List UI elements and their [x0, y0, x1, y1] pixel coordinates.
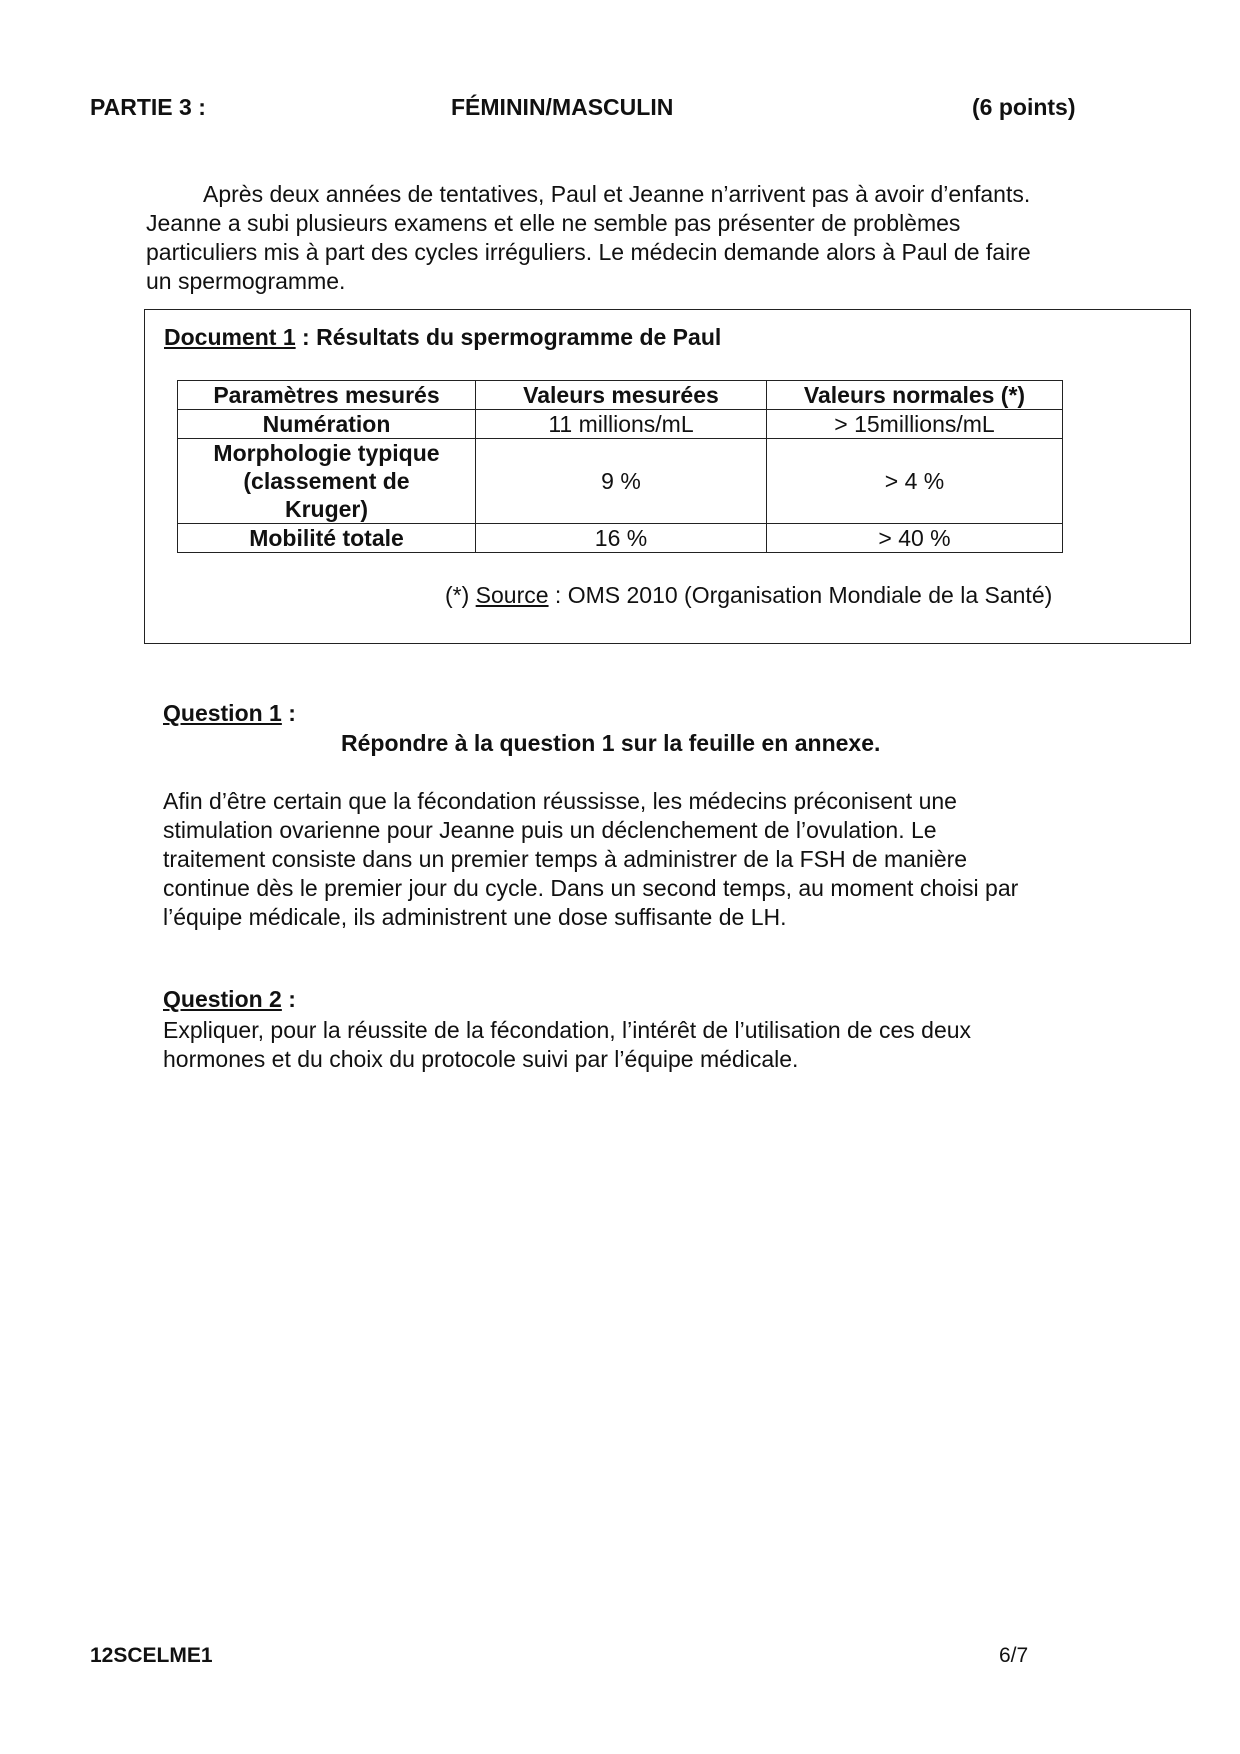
source-text: : OMS 2010 (Organisation Mondiale de la Santé) [548, 582, 1053, 608]
section-theme: FÉMININ/MASCULIN [451, 94, 674, 120]
normal-cell: > 15millions/mL [767, 410, 1063, 439]
param-line: Morphologie typique [213, 440, 440, 466]
intro-paragraph [146, 180, 1096, 296]
treatment-line: Afin d’être certain que la fécondation réussisse, les médecins préconisent une [163, 788, 957, 814]
param-line: Kruger) [284, 496, 369, 522]
question-2-line: hormones et du choix du protocole suivi par l’équipe médicale. [163, 1046, 799, 1072]
question-1-title [163, 700, 296, 727]
intro-line: Après deux années de tentatives, Paul et Jeanne n’arrivent pas à avoir d’enfants. [203, 181, 1031, 207]
measured-cell: 16 % [476, 524, 767, 553]
param-line: (classement de [243, 468, 410, 494]
table-row [178, 439, 1063, 524]
part-label: PARTIE 3 : [90, 94, 206, 120]
intro-line: Jeanne a subi plusieurs examens et elle ne semble pas présenter de problèmes [146, 210, 961, 236]
source-note [445, 582, 1052, 609]
points-label: (6 points) [972, 94, 1076, 120]
question-2-line: Expliquer, pour la réussite de la fécondation, l’intérêt de l’utilisation de ces deux [163, 1017, 972, 1043]
measured-cell: 9 % [476, 439, 767, 524]
source-label: Source [475, 582, 549, 608]
column-header: Valeurs mesurées [476, 381, 767, 410]
measured-cell: 11 millions/mL [476, 410, 767, 439]
question-1-label: Question 1 [163, 700, 282, 726]
results-table [177, 380, 1063, 553]
question-2-label: Question 2 [163, 986, 282, 1012]
intro-line: un spermogramme. [146, 268, 346, 294]
question-2-title [163, 986, 296, 1013]
source-prefix: (*) [445, 582, 476, 608]
treatment-line: l’équipe médicale, ils administrent une dose suffisante de LH. [163, 904, 787, 930]
question-1-instruction: Répondre à la question 1 sur la feuille en annexe. [341, 730, 881, 756]
table-row [178, 410, 1063, 439]
treatment-line: continue dès le premier jour du cycle. Dans un second temps, au moment choisi par [163, 875, 1019, 901]
footer-page-number: 6/7 [999, 1644, 1029, 1667]
param-cell: Numération [178, 410, 476, 439]
footer-exam-code: 12SCELME1 [90, 1644, 213, 1667]
document-1-box [144, 309, 1191, 644]
normal-cell: > 40 % [767, 524, 1063, 553]
param-cell: Mobilité totale [178, 524, 476, 553]
question-1-colon: : [281, 700, 296, 726]
document-1-label: Document 1 [164, 324, 296, 350]
question-2-text [163, 1016, 1113, 1074]
treatment-paragraph [163, 787, 1113, 932]
table-row [178, 524, 1063, 553]
table-header-row [178, 381, 1063, 410]
param-cell [178, 439, 476, 524]
intro-line: particuliers mis à part des cycles irréguliers. Le médecin demande alors à Paul de faire [146, 239, 1031, 265]
column-header: Paramètres mesurés [178, 381, 476, 410]
question-2-colon: : [281, 986, 296, 1012]
document-1-title [164, 324, 721, 351]
document-1-heading: : Résultats du spermogramme de Paul [295, 324, 722, 350]
normal-cell: > 4 % [767, 439, 1063, 524]
treatment-line: stimulation ovarienne pour Jeanne puis un déclenchement de l’ovulation. Le [163, 817, 937, 843]
column-header: Valeurs normales (*) [767, 381, 1063, 410]
treatment-line: traitement consiste dans un premier temps à administrer de la FSH de manière [163, 846, 968, 872]
